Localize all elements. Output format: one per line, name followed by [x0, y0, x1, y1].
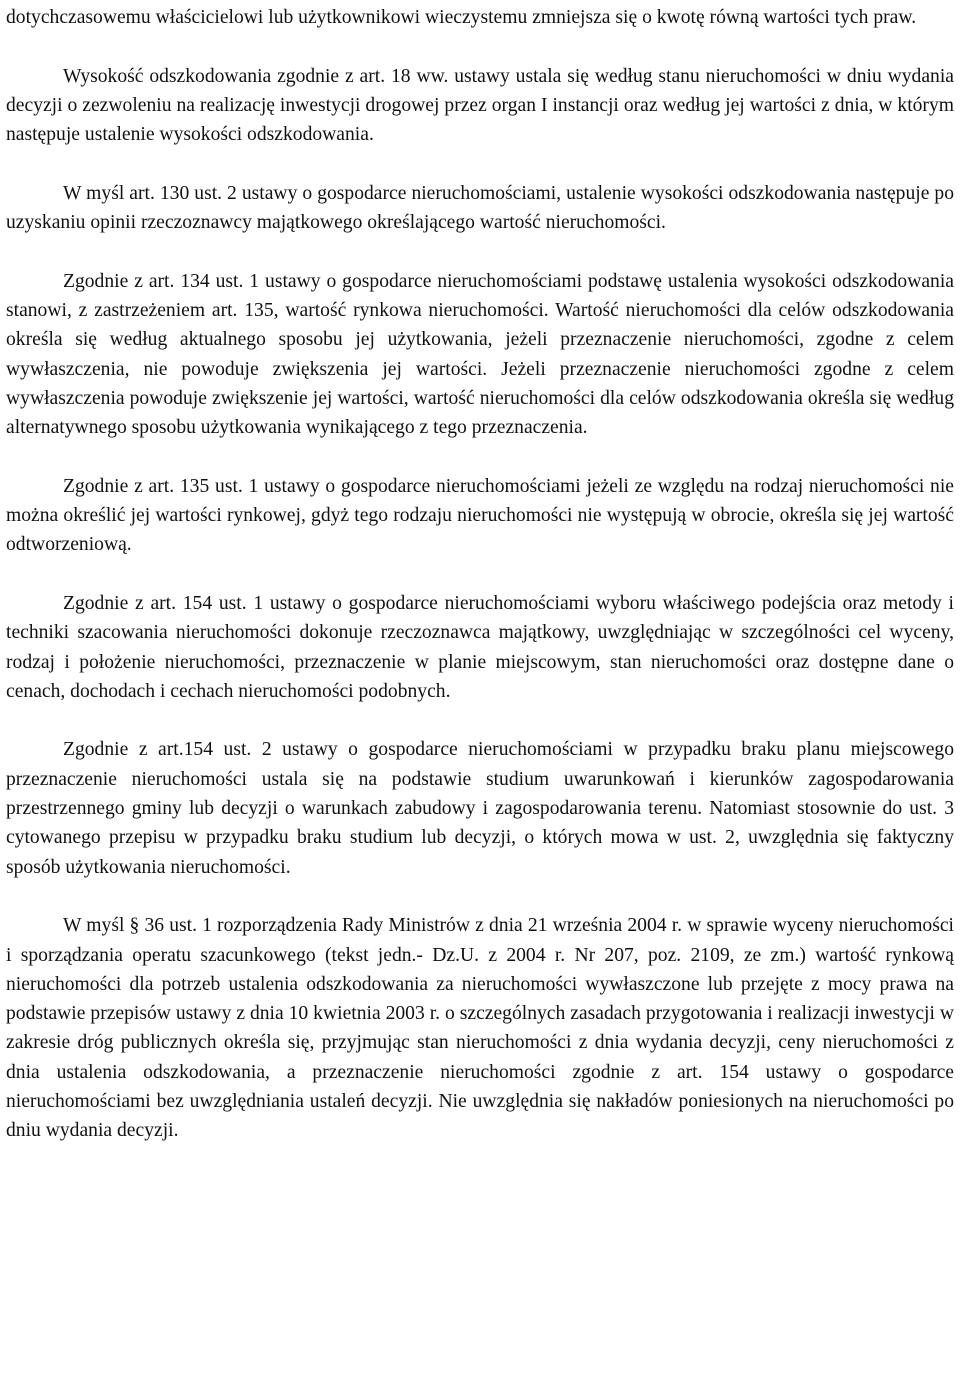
paragraph-art-130: W myśl art. 130 ust. 2 ustawy o gospodarce nieruchomościami, ustalenie wysokości odszkodowania następuje po uzyskaniu opinii rzeczoznawcy majątkowego określającego wartość nieruchomości. — [6, 182, 954, 234]
paragraph-art-154-ust-2: Zgodnie z art.154 ust. 2 ustawy o gospodarce nieruchomościami w przypadku braku planu miejscowego przeznaczenie nieruchomości ustala się na podstawie studium uwarunkowań i kierunków zagospodarowania przestrzennego gminy lub decyzji o warunkach zabudowy i zagospodarowania terenu. Natomiast stosownie do ust. 3 cytowanego przepisu w przypadku braku studium lub decyzji, o których mowa w ust. 2, uwzględnia się faktyczny sposób użytkowania nieruchomości. — [6, 739, 954, 878]
paragraph-art-154-ust-1: Zgodnie z art. 154 ust. 1 ustawy o gospodarce nieruchomościami wyboru właściwego podejścia oraz metody i techniki szacowania nieruchomości dokonuje rzeczoznawca majątkowy, uwzględniając w szczególności cel wyceny, rodzaj i położenie nieruchomości, przeznaczenie w planie miejscowym, stan nieruchomości oraz dostępne dane o cenach, dochodach i cechach nieruchomości podobnych. — [6, 592, 954, 702]
paragraph-art-18: Wysokość odszkodowania zgodnie z art. 18 ww. ustawy ustala się według stanu nieruchomości w dniu wydania decyzji o zezwoleniu na realizację inwestycji drogowej przez organ I instancji oraz według jej wartości z dnia, w którym następuje ustalenie wysokości odszkodowania. — [6, 65, 954, 146]
paragraph-art-134: Zgodnie z art. 134 ust. 1 ustawy o gospodarce nieruchomościami podstawę ustalenia wysokości odszkodowania stanowi, z zastrzeżeniem art. 135, wartość rynkowa nieruchomości. Wartość nieruchomości dla celów odszkodowania określa się według aktualnego sposobu jej użytkowania, jeżeli przeznaczenie nieruchomości, zgodne z celem wywłaszczenia, nie powoduje zwiększenia jej wartości. Jeżeli przeznaczenie nieruchomości zgodne z celem wywłaszczenia powoduje zwiększenie jej wartości, wartość nieruchomości dla celów odszkodowania określa się według alternatywnego sposobu użytkowania wynikającego z tego przeznaczenia. — [6, 270, 954, 439]
paragraph-continuation: dotychczasowemu właścicielowi lub użytkownikowi wieczystemu zmniejsza się o kwotę równą wartości tych praw. — [6, 7, 917, 28]
document-page — [6, 3, 954, 1146]
paragraph-regulation-36: W myśl § 36 ust. 1 rozporządzenia Rady Ministrów z dnia 21 września 2004 r. w sprawie wyceny nieruchomości i sporządzania operatu szacunkowego (tekst jedn.- Dz.U. z 2004 r. Nr 207, poz. 2109, ze zm.) wartość rynkową nieruchomości dla potrzeb ustalenia odszkodowania za nieruchomości wywłaszczone lub przejęte z mocy prawa na podstawie przepisów ustawy z dnia 10 kwietnia 2003 r. o szczególnych zasadach przygotowania i realizacji inwestycji w zakresie dróg publicznych określa się, przyjmując stan nieruchomości z dnia wydania decyzji, ceny nieruchomości z dnia ustalenia odszkodowania, a przeznaczenie nieruchomości zgodnie z art. 154 ustawy o gospodarce nieruchomościami bez uwzględniania ustaleń decyzji. Nie uwzględnia się nakładów poniesionych na nieruchomości po dniu wydania decyzji. — [6, 915, 954, 1142]
paragraph-art-135: Zgodnie z art. 135 ust. 1 ustawy o gospodarce nieruchomościami jeżeli ze względu na rodzaj nieruchomości nie można określić jej wartości rynkowej, gdyż tego rodzaju nieruchomości nie występują w obrocie, określa się jej wartość odtworzeniową. — [6, 475, 954, 556]
